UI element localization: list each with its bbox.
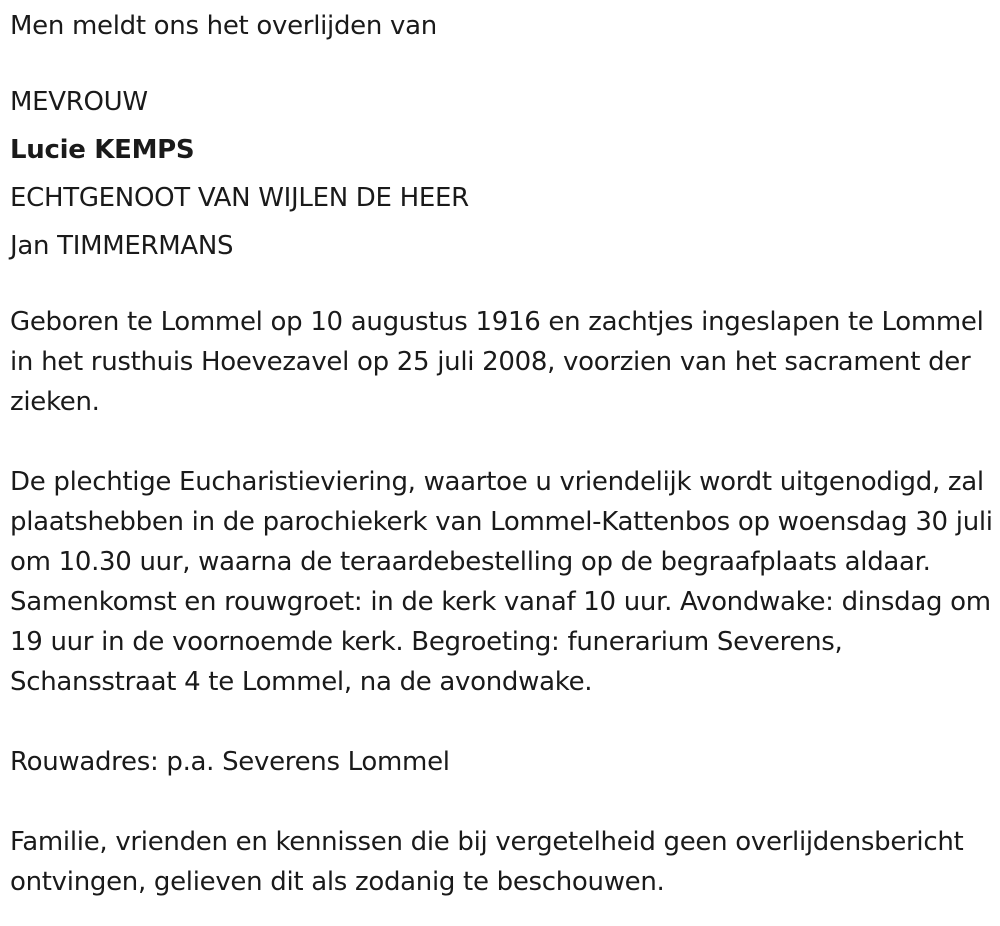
spacer [10,274,995,302]
title-line: MEVROUW [10,87,148,117]
spacer [10,422,995,462]
spouse-name: Jan TIMMERMANS [10,231,234,261]
deceased-name: Lucie KEMPS [10,135,195,165]
death-notice [10,6,995,902]
spacer [10,702,995,742]
ceremony-paragraph: De plechtige Eucharistieviering, waartoe u vriendelijk wordt uitgenodigd, zal plaatshebben in de parochiekerk van Lommel-Kattenbos op woensdag 30 juli om 10.30 uur, waarna de teraardebestelling op de begraafplaats aldaar. Samenkomst en rouwgroet: in de kerk vanaf 10 uur. Avondwake: dinsdag om 19 uur in de voornoemde kerk. Begroeting: funerarium Severens, Schansstraat 4 te Lommel, na de avondwake. [10,467,993,697]
relation-line: ECHTGENOOT VAN WIJLEN DE HEER [10,183,469,213]
spacer [10,54,995,82]
closing-paragraph: Familie, vrienden en kennissen die bij vergetelheid geen overlijdensbericht ontvingen, gelieven dit als zodanig te beschouwen. [10,827,964,897]
address-line: Rouwadres: p.a. Severens Lommel [10,747,450,777]
intro-text: Men meldt ons het overlijden van [10,11,437,41]
birth-paragraph: Geboren te Lommel op 10 augustus 1916 en zachtjes ingeslapen te Lommel in het rusthuis Hoevezavel op 25 juli 2008, voorzien van het sacrament der zieken. [10,307,984,417]
spacer [10,782,995,822]
